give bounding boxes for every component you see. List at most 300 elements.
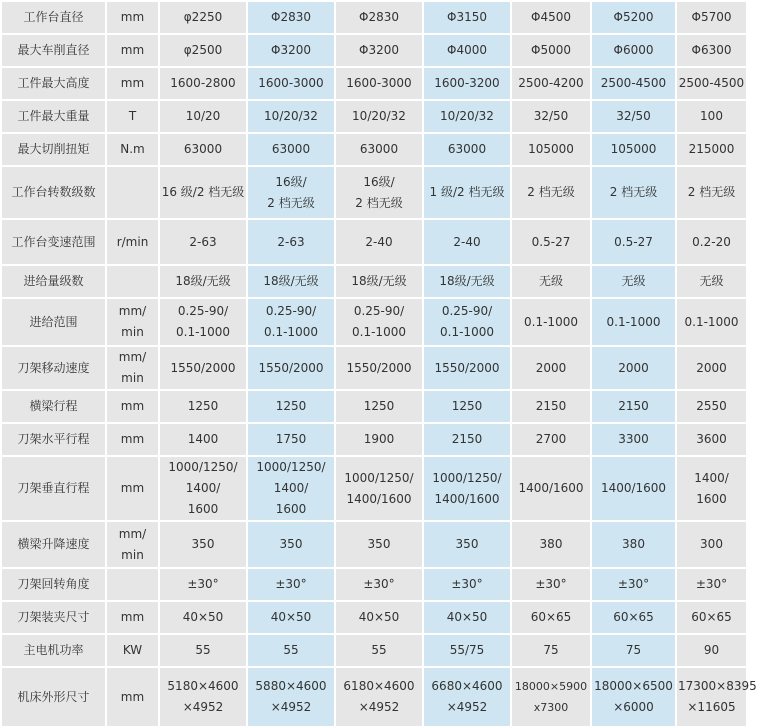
- cell-line: 1000/1250/: [256, 460, 326, 474]
- cell-line: 3300: [618, 432, 649, 446]
- cell-line: 1600: [696, 491, 727, 506]
- cell-line: 0.1-1000: [684, 314, 739, 329]
- value-cell: [424, 668, 510, 726]
- value-cell: [677, 668, 757, 726]
- cell-line: 刀架移动速度: [17, 360, 90, 375]
- value-cell: [248, 635, 334, 666]
- cell-line: 350: [279, 537, 303, 551]
- value-cell: [677, 266, 746, 297]
- cell-line: 10/20/32: [264, 109, 318, 123]
- row-label: [2, 602, 105, 633]
- cell-line: 32/50: [616, 109, 651, 123]
- cell-line: Φ2830: [359, 10, 399, 24]
- cell-line: mm: [120, 689, 145, 704]
- value-cell: [160, 299, 246, 345]
- value-cell: [512, 167, 590, 218]
- value-cell: [424, 35, 510, 66]
- value-cell: [248, 668, 334, 726]
- cell-line: 18000×6500: [594, 679, 673, 693]
- row-label: [2, 569, 105, 600]
- cell-line: 最大切削扭矩: [17, 142, 90, 156]
- cell-line: 1400/1600: [434, 491, 500, 506]
- value-cell: [160, 134, 246, 165]
- cell-line: 6180×4600: [343, 679, 415, 693]
- value-cell: [592, 2, 675, 33]
- cell-line: 18级/无级: [175, 274, 231, 288]
- cell-line: 1400/1600: [600, 481, 667, 495]
- value-cell: [160, 347, 246, 389]
- cell-line: 工作台变速范围: [11, 234, 96, 249]
- value-cell: [592, 167, 675, 218]
- cell-line: 40×50: [358, 610, 400, 624]
- row-unit: [107, 35, 158, 66]
- cell-line: 工件最大重量: [17, 109, 90, 123]
- cell-line: 1600: [187, 502, 219, 516]
- cell-line: ×11605: [687, 700, 736, 714]
- value-cell: [512, 101, 590, 132]
- cell-line: 18000×5900: [514, 680, 588, 693]
- cell-line: 0.1-1000: [606, 314, 661, 329]
- value-cell: [336, 522, 422, 567]
- value-cell: [248, 68, 334, 99]
- cell-line: 63000: [183, 142, 223, 156]
- cell-line: 0.25-90/: [265, 304, 317, 318]
- cell-line: 2150: [618, 399, 649, 413]
- value-cell: [592, 635, 675, 666]
- value-cell: [248, 569, 334, 600]
- cell-line: 2 档无级: [687, 185, 736, 199]
- cell-line: ±30°: [535, 577, 567, 591]
- cell-line: 2 档无级: [267, 195, 315, 210]
- cell-line: 1 级/2 档无级: [429, 185, 505, 199]
- value-cell: [248, 347, 334, 389]
- cell-line: 2-40: [453, 234, 481, 249]
- value-cell: [160, 457, 246, 520]
- value-cell: [248, 522, 334, 567]
- row-unit: [107, 668, 158, 726]
- cell-line: 0.2-20: [692, 234, 731, 249]
- value-cell: [592, 299, 675, 345]
- cell-line: Φ5000: [531, 43, 571, 57]
- value-cell: [424, 220, 510, 264]
- cell-line: 10/20: [185, 109, 221, 123]
- value-cell: [512, 602, 590, 633]
- row-unit: [107, 134, 158, 165]
- cell-line: Φ6300: [691, 43, 732, 57]
- cell-line: Φ2830: [271, 10, 311, 24]
- row-unit: [107, 569, 158, 600]
- value-cell: [160, 2, 246, 33]
- cell-line: 2-63: [189, 234, 217, 249]
- cell-line: ×4952: [446, 700, 488, 714]
- value-cell: [512, 424, 590, 455]
- value-cell: [336, 167, 422, 218]
- cell-line: 63000: [359, 142, 399, 156]
- cell-line: mm/: [118, 304, 147, 318]
- value-cell: [592, 266, 675, 297]
- value-cell: [160, 167, 246, 218]
- cell-line: 1900: [363, 432, 395, 446]
- cell-line: 0.25-90/: [177, 304, 229, 318]
- value-cell: [677, 569, 746, 600]
- value-cell: [424, 635, 510, 666]
- value-cell: [677, 2, 746, 33]
- value-cell: [160, 602, 246, 633]
- cell-line: 1000/1250/: [432, 470, 502, 485]
- cell-line: 18级/无级: [263, 274, 319, 288]
- cell-line: 16级/: [275, 174, 307, 189]
- cell-line: 0.1-1000: [440, 325, 494, 339]
- cell-line: 75: [625, 643, 642, 657]
- cell-line: 16级/: [363, 174, 395, 189]
- value-cell: [592, 134, 675, 165]
- cell-line: 1250: [451, 399, 483, 413]
- cell-line: 无级: [699, 274, 724, 288]
- row-unit: [107, 101, 158, 132]
- value-cell: [677, 457, 746, 520]
- cell-line: Φ3200: [271, 43, 311, 57]
- cell-line: 380: [539, 537, 563, 551]
- table-row: [2, 2, 746, 33]
- row-unit: [107, 2, 158, 33]
- cell-line: 机床外形尺寸: [17, 689, 90, 704]
- cell-line: Φ3200: [359, 43, 399, 57]
- cell-line: 55: [371, 643, 387, 657]
- value-cell: [248, 134, 334, 165]
- cell-line: KW: [122, 643, 143, 657]
- value-cell: [512, 457, 590, 520]
- row-label: [2, 101, 105, 132]
- cell-line: 6680×4600: [431, 679, 503, 693]
- cell-line: 40×50: [182, 610, 224, 624]
- value-cell: [512, 668, 590, 726]
- cell-line: 350: [191, 537, 215, 551]
- cell-line: r/min: [116, 234, 149, 249]
- cell-line: 进给范围: [29, 314, 78, 329]
- value-cell: [592, 347, 675, 389]
- cell-line: 1600-2800: [170, 76, 236, 90]
- value-cell: [336, 220, 422, 264]
- cell-line: 1000/1250/: [344, 470, 414, 485]
- cell-line: 105000: [528, 142, 574, 156]
- cell-line: 1400/: [185, 481, 221, 495]
- value-cell: [677, 220, 746, 264]
- row-unit: [107, 220, 158, 264]
- row-label: [2, 220, 105, 264]
- table-row: [2, 220, 746, 264]
- table-row: [2, 602, 746, 633]
- row-label: [2, 457, 105, 520]
- table-row: [2, 424, 746, 455]
- cell-line: 2500-4500: [678, 76, 745, 90]
- cell-line: 2550: [696, 399, 727, 413]
- cell-line: 105000: [610, 142, 657, 156]
- value-cell: [424, 68, 510, 99]
- cell-line: 刀架水平行程: [17, 432, 90, 446]
- cell-line: mm: [120, 481, 145, 495]
- cell-line: mm/: [118, 526, 147, 541]
- value-cell: [512, 635, 590, 666]
- cell-line: ×6000: [613, 700, 654, 714]
- cell-line: 2150: [451, 432, 483, 446]
- value-cell: [677, 167, 746, 218]
- cell-line: Φ4500: [531, 10, 571, 24]
- value-cell: [248, 299, 334, 345]
- value-cell: [248, 457, 334, 520]
- cell-line: 55: [283, 643, 299, 657]
- value-cell: [336, 101, 422, 132]
- cell-line: min: [121, 371, 144, 385]
- cell-line: φ2250: [183, 10, 223, 24]
- cell-line: 进给量级数: [23, 274, 84, 288]
- cell-line: 1250: [187, 399, 219, 413]
- cell-line: 1600: [275, 502, 307, 516]
- value-cell: [424, 2, 510, 33]
- value-cell: [592, 457, 675, 520]
- value-cell: [592, 424, 675, 455]
- cell-line: 横梁升降速度: [17, 537, 90, 551]
- value-cell: [677, 391, 746, 422]
- value-cell: [512, 266, 590, 297]
- cell-line: 18级/无级: [439, 274, 495, 288]
- value-cell: [160, 101, 246, 132]
- cell-line: 0.1-1000: [524, 314, 578, 329]
- cell-line: mm: [120, 399, 145, 413]
- cell-line: 0.5-27: [614, 234, 653, 249]
- value-cell: [512, 299, 590, 345]
- table-row: [2, 266, 746, 297]
- cell-line: 1550/2000: [258, 360, 324, 375]
- table-row: [2, 35, 746, 66]
- row-unit: [107, 602, 158, 633]
- cell-line: 5180×4600: [167, 679, 239, 693]
- value-cell: [592, 68, 675, 99]
- value-cell: [336, 457, 422, 520]
- cell-line: 1400/: [694, 470, 729, 485]
- cell-line: ×4952: [270, 700, 312, 714]
- cell-line: 最大车削直径: [17, 43, 90, 57]
- cell-line: 2 档无级: [527, 185, 575, 199]
- cell-line: 主电机功率: [23, 643, 84, 657]
- cell-line: 1600-3200: [434, 76, 500, 90]
- value-cell: [424, 101, 510, 132]
- value-cell: [160, 35, 246, 66]
- cell-line: Φ6000: [613, 43, 654, 57]
- row-unit: [107, 457, 158, 520]
- value-cell: [512, 347, 590, 389]
- cell-line: Φ5700: [691, 10, 732, 24]
- cell-line: 60×65: [530, 610, 572, 624]
- cell-line: 10/20/32: [440, 109, 494, 123]
- value-cell: [424, 134, 510, 165]
- value-cell: [592, 522, 675, 567]
- cell-line: 215000: [688, 142, 735, 156]
- cell-line: ±30°: [451, 577, 483, 591]
- cell-line: 0.25-90/: [441, 304, 493, 318]
- cell-line: mm: [120, 610, 145, 624]
- cell-line: N.m: [120, 142, 145, 156]
- cell-line: 2150: [535, 399, 567, 413]
- cell-line: 1550/2000: [170, 360, 236, 375]
- value-cell: [592, 569, 675, 600]
- cell-line: 2-63: [277, 234, 305, 249]
- value-cell: [512, 134, 590, 165]
- cell-line: x7300: [533, 701, 569, 714]
- value-cell: [160, 266, 246, 297]
- table-row: [2, 68, 746, 99]
- value-cell: [512, 220, 590, 264]
- cell-line: min: [121, 547, 144, 562]
- cell-line: ±30°: [695, 577, 728, 591]
- row-unit: [107, 635, 158, 666]
- row-unit: [107, 167, 158, 218]
- cell-line: 90: [703, 643, 720, 657]
- cell-line: 刀架回转角度: [17, 577, 90, 591]
- value-cell: [160, 668, 246, 726]
- value-cell: [248, 220, 334, 264]
- cell-line: 2-40: [365, 234, 393, 249]
- row-unit: [107, 391, 158, 422]
- row-label: [2, 347, 105, 389]
- cell-line: 2500-4500: [600, 76, 667, 90]
- value-cell: [248, 167, 334, 218]
- cell-line: 60×65: [691, 610, 732, 624]
- cell-line: 380: [622, 537, 645, 551]
- table-row: [2, 457, 746, 520]
- value-cell: [592, 602, 675, 633]
- value-cell: [677, 101, 746, 132]
- value-cell: [677, 299, 746, 345]
- value-cell: [160, 522, 246, 567]
- cell-line: 16 级/2 档无级: [161, 185, 245, 199]
- value-cell: [512, 391, 590, 422]
- cell-line: 刀架垂直行程: [17, 481, 90, 495]
- value-cell: [424, 602, 510, 633]
- cell-line: 40×50: [270, 610, 312, 624]
- cell-line: 1250: [363, 399, 395, 413]
- cell-line: 3600: [696, 432, 727, 446]
- value-cell: [424, 391, 510, 422]
- row-label: [2, 2, 105, 33]
- table-row: [2, 134, 746, 165]
- value-cell: [160, 635, 246, 666]
- table-row: [2, 101, 746, 132]
- value-cell: [336, 134, 422, 165]
- value-cell: [336, 569, 422, 600]
- value-cell: [336, 424, 422, 455]
- cell-line: 1750: [275, 432, 307, 446]
- table-row: [2, 569, 746, 600]
- value-cell: [512, 2, 590, 33]
- value-cell: [336, 35, 422, 66]
- value-cell: [248, 424, 334, 455]
- cell-line: Φ3150: [447, 10, 487, 24]
- cell-line: 55: [195, 643, 211, 657]
- cell-line: 0.1-1000: [352, 325, 406, 339]
- row-label: [2, 68, 105, 99]
- row-label: [2, 266, 105, 297]
- cell-line: 55/75: [449, 643, 485, 657]
- cell-line: 350: [455, 537, 479, 551]
- cell-line: φ2500: [183, 43, 223, 57]
- cell-line: 2000: [535, 360, 567, 375]
- cell-line: ×4952: [182, 700, 224, 714]
- value-cell: [592, 668, 675, 726]
- cell-line: ±30°: [363, 577, 395, 591]
- cell-line: 工件最大高度: [17, 76, 90, 90]
- cell-line: 0.25-90/: [353, 304, 405, 318]
- cell-line: mm: [120, 10, 145, 24]
- value-cell: [336, 266, 422, 297]
- value-cell: [160, 424, 246, 455]
- cell-line: mm: [120, 76, 145, 90]
- cell-line: 300: [700, 537, 723, 551]
- cell-line: 1400/1600: [346, 491, 412, 506]
- value-cell: [336, 347, 422, 389]
- row-label: [2, 522, 105, 567]
- value-cell: [248, 35, 334, 66]
- row-label: [2, 299, 105, 345]
- cell-line: 刀架装夹尺寸: [17, 610, 90, 624]
- cell-line: 63000: [271, 142, 311, 156]
- cell-line: 工作台直径: [23, 10, 84, 24]
- table-row: [2, 668, 746, 726]
- cell-line: 40×50: [446, 610, 488, 624]
- value-cell: [424, 299, 510, 345]
- cell-line: min: [121, 325, 144, 339]
- row-unit: [107, 266, 158, 297]
- cell-line: 1600-3000: [346, 76, 412, 90]
- cell-line: mm: [120, 43, 145, 57]
- value-cell: [160, 220, 246, 264]
- value-cell: [160, 569, 246, 600]
- value-cell: [677, 602, 746, 633]
- cell-line: 1400/: [273, 481, 309, 495]
- value-cell: [160, 68, 246, 99]
- table-row: [2, 391, 746, 422]
- value-cell: [677, 635, 746, 666]
- cell-line: 2 档无级: [609, 185, 658, 199]
- value-cell: [677, 68, 746, 99]
- cell-line: 2 档无级: [355, 195, 403, 210]
- spec-table-body: [2, 2, 757, 726]
- value-cell: [592, 101, 675, 132]
- value-cell: [248, 391, 334, 422]
- row-label: [2, 391, 105, 422]
- row-unit: [107, 347, 158, 389]
- value-cell: [677, 347, 746, 389]
- value-cell: [336, 602, 422, 633]
- row-label: [2, 635, 105, 666]
- value-cell: [512, 569, 590, 600]
- cell-line: Φ5200: [613, 10, 654, 24]
- row-unit: [107, 68, 158, 99]
- value-cell: [424, 167, 510, 218]
- cell-line: mm/: [118, 350, 147, 364]
- table-row: [2, 299, 746, 345]
- value-cell: [248, 101, 334, 132]
- table-row: [2, 167, 746, 218]
- row-unit: [107, 424, 158, 455]
- cell-line: 1600-3000: [258, 76, 324, 90]
- cell-line: 75: [543, 643, 559, 657]
- value-cell: [677, 424, 746, 455]
- value-cell: [248, 266, 334, 297]
- value-cell: [592, 220, 675, 264]
- cell-line: 2500-4200: [518, 76, 584, 90]
- cell-line: 5880×4600: [255, 679, 327, 693]
- cell-line: 1400/1600: [518, 481, 584, 495]
